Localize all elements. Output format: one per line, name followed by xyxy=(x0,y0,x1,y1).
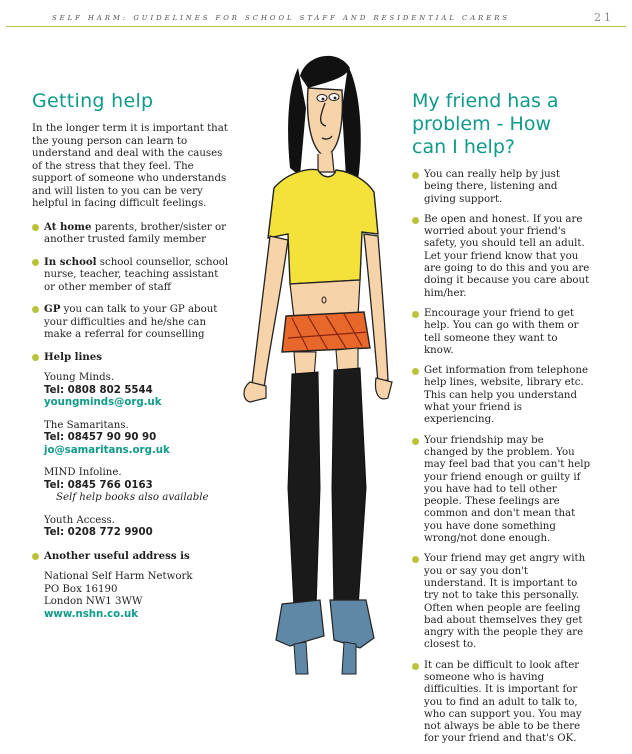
tip-text: Be open and honest. If you are worried about your friend's safety, you should tell an adult. Let your friend know that you are going to do this and you are doing it because you care about him/her. xyxy=(424,213,590,299)
help-item-text: you can talk to your GP about your difficulties and he/she can make a referral for counselling xyxy=(44,304,218,340)
another-address-list xyxy=(30,550,230,564)
boot-left xyxy=(288,372,320,608)
tip-item xyxy=(410,214,590,300)
bullet-icon xyxy=(412,663,419,670)
tip-text: Get information from telephone help lines, website, library etc. This can help you understand what your friend is experiencing. xyxy=(424,365,588,426)
tip-text: You can really help by just being there, listening and giving support. xyxy=(424,169,560,205)
contact-email[interactable]: youngminds@org.uk xyxy=(44,397,162,408)
contact-org: Youth Access. xyxy=(44,514,115,526)
help-item-text: school counsellor, school nurse, teacher, teaching assistant or other member of staff xyxy=(44,256,229,293)
getting-help-intro: In the longer term it is important that the young person can learn to understand and deal with the causes of the stress that they feel. The support of someone who understands and will listen to you can be very helpful in facing difficult feelings. xyxy=(32,123,228,209)
getting-help-title: Getting help xyxy=(32,90,154,112)
hair-left xyxy=(288,68,306,176)
another-address-heading: Another useful address is xyxy=(44,549,190,562)
help-item-lead: In school xyxy=(44,255,97,268)
bullet-icon xyxy=(32,259,39,266)
header-rule xyxy=(6,26,626,27)
tips-list xyxy=(410,169,590,746)
contact-youth-access xyxy=(44,515,230,540)
address-line: PO Box 16190 xyxy=(44,583,118,595)
arm-right xyxy=(364,234,388,382)
bullet-icon xyxy=(412,311,419,318)
eye-left xyxy=(317,95,327,102)
tip-item xyxy=(410,308,590,357)
shoe-left xyxy=(276,600,324,646)
getting-help-section xyxy=(30,90,230,621)
bullet-icon xyxy=(32,306,39,313)
bullet-icon xyxy=(412,556,419,563)
eye-right xyxy=(329,94,339,101)
contact-org: Young Minds. xyxy=(44,372,115,383)
shoe-right xyxy=(330,600,374,648)
help-item-lead: GP xyxy=(44,303,61,315)
page-number: 21 xyxy=(594,11,614,24)
my-friend-section xyxy=(410,90,590,754)
contact-tel: Tel: 0808 802 5544 xyxy=(44,384,153,396)
contact-tel: Tel: 08457 90 90 90 xyxy=(44,432,157,443)
tip-item xyxy=(410,365,590,426)
hair-top xyxy=(300,56,350,88)
arm-left xyxy=(252,236,288,388)
bullet-icon xyxy=(412,438,419,445)
tip-item xyxy=(410,660,590,746)
contact-tel: Tel: 0208 772 9900 xyxy=(44,527,153,538)
address-line: National Self Harm Network xyxy=(44,571,193,582)
tip-text: Your friendship may be changed by the problem. You may feel bad that you can't help your friend enough or guilty if you have had to tell other people. These feelings are common and don't mean that you have done something wrong/not done enough. xyxy=(424,434,590,545)
contact-org: MIND Infoline. xyxy=(44,467,122,478)
help-item-lead: At home xyxy=(44,220,92,233)
contact-young-minds xyxy=(44,372,230,410)
contact-note: Self help books also available xyxy=(56,492,209,503)
contact-mind-infoline xyxy=(44,467,230,505)
help-item-text: parents, brother/sister or another trusted family member xyxy=(44,221,227,245)
bullet-icon xyxy=(412,172,419,179)
bullet-icon xyxy=(412,368,419,375)
bullet-icon xyxy=(32,354,39,361)
bullet-icon xyxy=(32,224,39,231)
contact-tel: Tel: 0845 766 0163 xyxy=(44,479,153,491)
help-item-lead: Help lines xyxy=(44,350,103,363)
contact-samaritans xyxy=(44,420,230,458)
another-address-heading-item xyxy=(30,550,230,564)
website-link[interactable]: www.nshn.co.uk xyxy=(44,608,139,620)
help-item-home xyxy=(30,221,230,247)
help-item-school xyxy=(30,256,230,295)
hair-right xyxy=(342,66,361,180)
tip-text: It can be difficult to look after someone who is having difficulties. It is important for you to find an adult to talk to, who can support you. You may not always be able to be there for your friend and that's OK. xyxy=(424,659,582,745)
tip-text: Your friend may get angry with you or say you don't understand. It is important to try not to take this personally. Often when people are feeling bad about themselves they get angry with the people they are closest to. xyxy=(424,553,586,651)
tip-text: Encourage your friend to get help. You can go with them or tell someone they want to know. xyxy=(424,307,579,356)
address-line: London NW1 3WW xyxy=(44,596,143,607)
tip-item xyxy=(410,169,590,206)
help-source-list xyxy=(30,221,230,365)
bullet-icon xyxy=(32,553,39,560)
running-head: SELF HARM: GUIDELINES FOR SCHOOL STAFF AND RESIDENTIAL CARERS xyxy=(51,14,511,22)
contact-email[interactable]: jo@samaritans.org.uk xyxy=(44,444,170,456)
bullet-icon xyxy=(412,217,419,224)
tip-item xyxy=(410,553,590,651)
teenager-illustration xyxy=(228,48,414,696)
boot-right xyxy=(332,368,366,608)
help-item-gp xyxy=(30,303,230,342)
help-item-helplines xyxy=(30,351,230,365)
postal-address xyxy=(44,571,230,621)
my-friend-title: My friend has a problem - How can I help? xyxy=(412,90,559,158)
contact-org: The Samaritans. xyxy=(44,419,129,431)
tip-item xyxy=(410,435,590,546)
